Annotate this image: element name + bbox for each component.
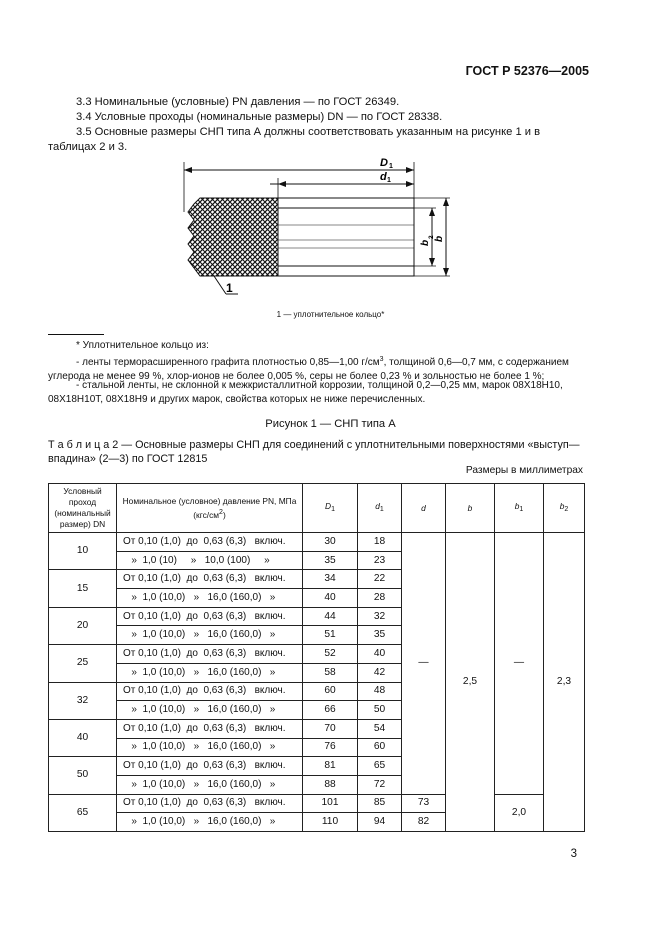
footnote-item-steel: - стальной ленты, не склонной к межкристаллитной коррозии, толщиной 0,2—0,25 мм, марок 08Х18Н10, 08Х18Н10Т, 08Х18Н9 и других марок, свойства которых не ниже перечисленных. (48, 380, 563, 405)
cell-D1: 88 (303, 775, 358, 794)
cell-dn: 15 (49, 570, 117, 607)
header-d1-sym: d (375, 501, 380, 511)
header-D1-sym: D (325, 501, 332, 511)
cell-d-dash: — (402, 533, 446, 795)
cell-pressure: От 0,10 (1,0) до 0,63 (6,3) включ. (117, 533, 303, 552)
label-b2-sub: 2 (428, 235, 435, 239)
paragraph-3-5: 3.5 Основные размеры СНП типа А должны соответствовать указанным на рисунке 1 и в таблицах 2 и 3. (48, 126, 541, 153)
cell-pressure: » 1,0 (10,0) » 16,0 (160,0) » (117, 589, 303, 608)
label-d1: d (380, 171, 387, 183)
table-units: Размеры в миллиметрах (465, 465, 583, 476)
paragraph-3-3: 3.3 Номинальные (условные) PN давления — по ГОСТ 26349. (76, 96, 400, 108)
header-dn: Условный проход (номинальный размер) DN (49, 484, 117, 533)
header-b1: $b_1$ (495, 484, 544, 533)
cell-d1: 32 (358, 607, 402, 626)
page-number: 3 (570, 848, 577, 860)
cell-b2: 2,3 (544, 533, 585, 832)
cell-d1: 48 (358, 682, 402, 701)
table-row (49, 794, 585, 813)
cell-D1: 60 (303, 682, 358, 701)
cell-pressure: » 1,0 (10) » 10,0 (100) » (117, 551, 303, 570)
header-b2: $b_2$ (544, 484, 585, 533)
gasket-body (278, 198, 414, 276)
cell-dn: 20 (49, 607, 117, 644)
header-pn: Номинальное (условное) давление PN, МПа $(кгс/см^2)$ (117, 484, 303, 533)
cell-D1: 66 (303, 701, 358, 720)
header-d (402, 484, 446, 533)
footnote-item-graphite-a: - ленты терморасширенного графита плотностью 0,85—1,00 г/см (76, 357, 380, 368)
cell-d1: 42 (358, 663, 402, 682)
table-row (49, 533, 585, 552)
cell-dn: 65 (49, 794, 117, 831)
footnote-item-graphite: - ленты терморасширенного графита плотностью 0,85—1,00 $г/см^3$, толщиной 0,6—0,7 мм, с содержанием углерода не менее 99 %, хлор-ионов не более 0,005 %, серы не более 0,23 % и зольностью не более 1 %; (48, 356, 569, 382)
cell-d1: 35 (358, 626, 402, 645)
cell-d: 82 (402, 813, 446, 832)
cell-D1: 30 (303, 533, 358, 552)
gasket-winding-section (188, 198, 278, 276)
cell-d1: 23 (358, 551, 402, 570)
cell-pressure: От 0,10 (1,0) до 0,63 (6,3) включ. (117, 607, 303, 626)
cell-pressure: От 0,10 (1,0) до 0,63 (6,3) включ. (117, 794, 303, 813)
cell-D1: 81 (303, 757, 358, 776)
cell-pressure: » 1,0 (10,0) » 16,0 (160,0) » (117, 626, 303, 645)
cell-pressure: » 1,0 (10,0) » 16,0 (160,0) » (117, 701, 303, 720)
cell-dn: 40 (49, 719, 117, 756)
footnote-item-graphite-b: , толщиной 0,6—0,7 мм, с содержанием углерода не менее 99 %, хлор-ионов не более 0,005 %, серы не более 0,23 % и зольностью не более 1 %; (48, 357, 569, 382)
callout-1: 1 (226, 281, 233, 295)
cell-b: 2,5 (446, 533, 495, 832)
cell-D1: 58 (303, 663, 358, 682)
label-D1-sub: 1 (389, 163, 393, 170)
cell-dn: 25 (49, 645, 117, 682)
cell-d: 73 (402, 794, 446, 813)
cell-D1: 110 (303, 813, 358, 832)
cell-pressure: » 1,0 (10,0) » 16,0 (160,0) » (117, 738, 303, 757)
figure-title: Рисунок 1 — СНП типа А (265, 418, 396, 430)
label-D1: D (380, 157, 388, 169)
header-d-sym: d (421, 502, 426, 513)
cell-pressure: » 1,0 (10,0) » 16,0 (160,0) » (117, 663, 303, 682)
cell-d1: 65 (358, 757, 402, 776)
cell-pressure: » 1,0 (10,0) » 16,0 (160,0) » (117, 813, 303, 832)
footnote-head: * Уплотнительное кольцо из: (76, 340, 209, 351)
cell-pressure: От 0,10 (1,0) до 0,63 (6,3) включ. (117, 682, 303, 701)
header-D1: $D_1$ (303, 484, 358, 533)
cell-pressure: От 0,10 (1,0) до 0,63 (6,3) включ. (117, 757, 303, 776)
cell-d1: 40 (358, 645, 402, 664)
label-b2: b (420, 239, 431, 246)
cell-b1-dash: — (495, 533, 544, 795)
header-pn-text: Номинальное (условное) давление PN, МПа (кгс/см (122, 495, 297, 520)
cell-D1: 35 (303, 551, 358, 570)
cell-b1: 2,0 (495, 794, 544, 831)
cell-d1: 72 (358, 775, 402, 794)
cell-d1: 94 (358, 813, 402, 832)
footnote-divider (48, 334, 104, 335)
cell-dn: 50 (49, 757, 117, 794)
header-b-sym: b (467, 502, 473, 513)
header-d1: $d_1$ (358, 484, 402, 533)
header-b (446, 484, 495, 533)
paragraph-3-4: 3.4 Условные проходы (номинальные размеры) DN — по ГОСТ 28338. (76, 111, 443, 123)
cell-dn: 32 (49, 682, 117, 719)
gasket-drawing (170, 152, 460, 302)
cell-d1: 60 (358, 738, 402, 757)
table-caption: Т а б л и ц а 2 — Основные размеры СНП для соединений с уплотнительными поверхностями «выступ—впадина» (2—3) по ГОСТ 12815 (48, 439, 580, 465)
header-b1-sym: b (514, 501, 520, 511)
cell-pressure: От 0,10 (1,0) до 0,63 (6,3) включ. (117, 719, 303, 738)
cell-D1: 51 (303, 626, 358, 645)
cell-D1: 44 (303, 607, 358, 626)
dimensions-table (48, 483, 585, 832)
label-b: b (434, 235, 445, 242)
header-b2-sym: b (559, 501, 565, 511)
cell-pressure: » 1,0 (10,0) » 16,0 (160,0) » (117, 775, 303, 794)
cell-D1: 101 (303, 794, 358, 813)
cell-D1: 34 (303, 570, 358, 589)
cell-D1: 40 (303, 589, 358, 608)
cell-d1: 18 (358, 533, 402, 552)
cell-pressure: От 0,10 (1,0) до 0,63 (6,3) включ. (117, 570, 303, 589)
cell-pressure: От 0,10 (1,0) до 0,63 (6,3) включ. (117, 645, 303, 664)
cell-d1: 28 (358, 589, 402, 608)
cell-D1: 76 (303, 738, 358, 757)
cell-d1: 85 (358, 794, 402, 813)
figure-key: 1 — уплотнительное кольцо* (276, 310, 385, 319)
cell-D1: 70 (303, 719, 358, 738)
cell-D1: 52 (303, 645, 358, 664)
cell-d1: 54 (358, 719, 402, 738)
document-header: ГОСТ Р 52376—2005 (465, 64, 589, 78)
cell-dn: 10 (49, 533, 117, 570)
table-header-row (49, 484, 585, 533)
cell-d1: 50 (358, 701, 402, 720)
cell-d1: 22 (358, 570, 402, 589)
label-d1-sub: 1 (387, 177, 391, 184)
